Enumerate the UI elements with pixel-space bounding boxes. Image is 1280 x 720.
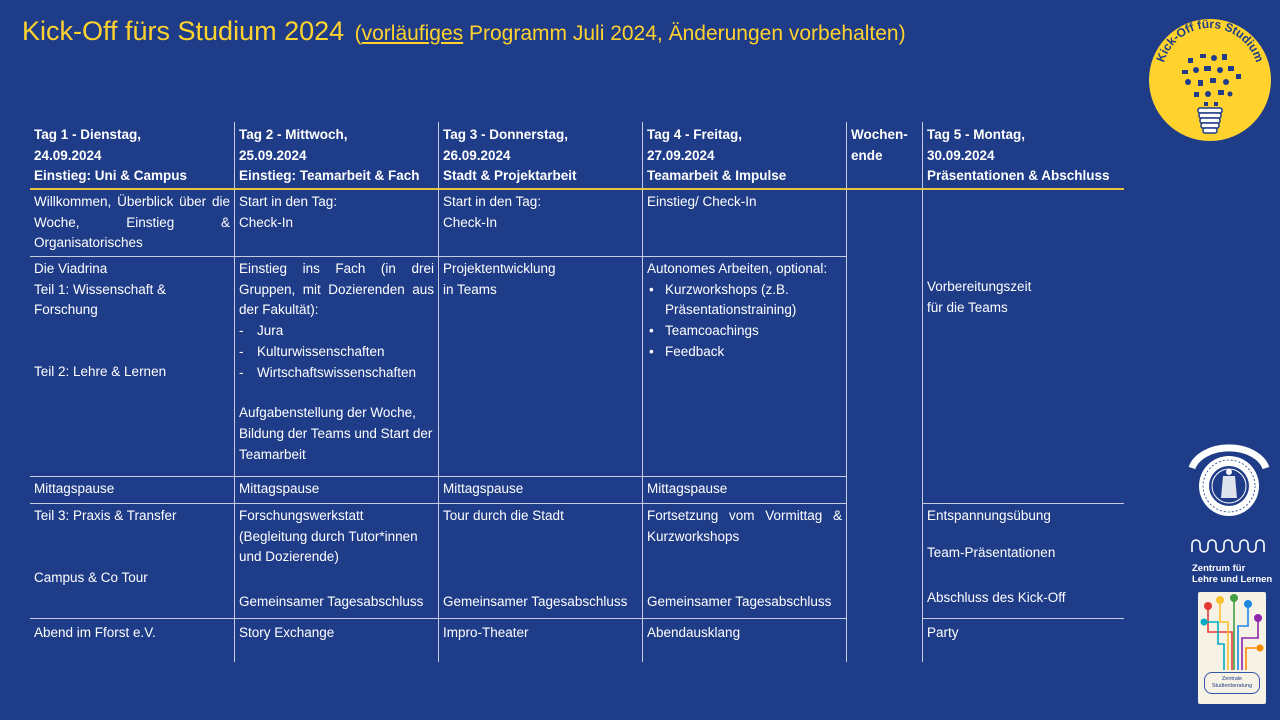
day3-city-tour: Tour durch die Stadt	[443, 508, 564, 523]
spacer	[927, 527, 1120, 543]
day2-evening-text: Story Exchange	[239, 625, 335, 640]
day5-closing: Abschluss des Kick-Off	[927, 590, 1066, 606]
schedule-table	[30, 122, 1124, 662]
zll-logo-line2: Lehre und Lernen	[1192, 574, 1273, 585]
header-day1-date: 24.09.2024	[34, 147, 102, 163]
header-day2	[234, 122, 438, 190]
day1-welcome	[30, 190, 234, 257]
header-day4-theme: Teamarbeit & Impulse	[647, 168, 787, 184]
day5-presentations: Team-Präsentationen	[927, 544, 1056, 560]
day3-project-line1: Projektentwicklung	[443, 261, 556, 276]
day4-start	[642, 190, 846, 257]
list-item: • Kurzworkshops (z.B. Präsentationstraining)	[647, 280, 842, 321]
day1-afternoon	[30, 504, 234, 619]
header-day2-theme: Einstieg: Teamarbeit & Fach	[239, 168, 420, 184]
day5-preparation	[922, 190, 1124, 504]
day1-evening	[30, 619, 234, 662]
day3-lunch-text: Mittagspause	[443, 481, 524, 496]
header-weekend-line1: Wochen-	[851, 127, 908, 142]
day4-lunch-text: Mittagspause	[647, 481, 728, 496]
header-day4-date: 27.09.2024	[647, 147, 715, 163]
studienberatung-line2: Studienberatung	[1211, 683, 1253, 689]
day3-lunch	[438, 477, 642, 504]
day1-welcome-text: Willkommen, Überblick über die Woche, Einstieg & Organisatorisches	[34, 194, 230, 251]
header-day3-title: Tag 3 - Donnerstag,	[443, 127, 569, 142]
studienberatung-label	[1204, 672, 1260, 694]
list-item: • Feedback	[647, 342, 842, 363]
day2-research-workshop: Forschungswerkstatt (Begleitung durch Tutor*innen und Dozierende)	[239, 508, 418, 565]
day1-lunch	[30, 477, 234, 504]
title-underlined: vorläufiges	[361, 22, 464, 45]
day2-subject-list	[239, 321, 434, 383]
day1-evening-text: Abend im Fforst e.V.	[34, 625, 156, 640]
day3-start-line2: Check-In	[443, 214, 498, 230]
header-day1-theme: Einstieg: Uni & Campus	[34, 168, 188, 184]
day5-preparation-line2: für die Teams	[927, 299, 1008, 315]
day5-afternoon	[922, 504, 1124, 619]
title-main: Kick-Off fürs Studium 2024	[22, 16, 345, 46]
header-weekend-line2: ende	[851, 147, 883, 163]
day2-afternoon	[234, 504, 438, 619]
zll-logo-text	[1190, 563, 1274, 585]
day3-start	[438, 190, 642, 257]
spacer	[34, 527, 230, 568]
header-day4	[642, 122, 846, 190]
day1-viadrina	[30, 257, 234, 477]
day4-evening-text: Abendausklang	[647, 625, 741, 640]
list-item: • Teamcoachings	[647, 321, 842, 342]
header-day5-theme: Präsentationen & Abschluss	[927, 168, 1110, 184]
header-day3-date: 26.09.2024	[443, 147, 511, 163]
studienberatung-line1: Zentrale	[1221, 676, 1243, 682]
day2-subject-intro	[234, 257, 438, 477]
day4-options-list	[647, 280, 842, 363]
day5-evening-text: Party	[927, 625, 959, 640]
header-day3	[438, 122, 642, 190]
header-day2-title: Tag 2 - Mittwoch,	[239, 127, 348, 142]
day3-project-line2: in Teams	[443, 281, 497, 297]
day2-team-building: Aufgabenstellung der Woche, Bildung der Teams und Start der Teamarbeit	[239, 405, 433, 462]
header-day1	[30, 122, 234, 190]
day4-evening	[642, 619, 846, 662]
day1-campus-tour: Campus & Co Tour	[34, 569, 148, 585]
day3-start-line1: Start in den Tag:	[443, 194, 542, 209]
zll-logo-line1: Zentrum für	[1192, 563, 1246, 574]
day4-autonomous	[642, 257, 846, 477]
weekend-column	[846, 190, 922, 662]
header-day5	[922, 122, 1124, 190]
day4-autonomous-intro: Autonomes Arbeiten, optional:	[647, 261, 828, 276]
day1-lunch-text: Mittagspause	[34, 481, 115, 496]
page-title	[22, 16, 906, 47]
title-subtitle	[355, 22, 906, 45]
day1-part3: Teil 3: Praxis & Transfer	[34, 508, 177, 523]
day1-part2: Teil 2: Lehre & Lernen	[34, 364, 167, 380]
day2-lunch	[234, 477, 438, 504]
studienberatung-logo	[1198, 592, 1266, 704]
header-day2-date: 25.09.2024	[239, 147, 307, 163]
day3-afternoon	[438, 504, 642, 619]
day2-evening	[234, 619, 438, 662]
header-day5-title: Tag 5 - Montag,	[927, 127, 1025, 142]
day5-relaxation: Entspannungsübung	[927, 508, 1051, 523]
header-day3-theme: Stadt & Projektarbeit	[443, 168, 577, 184]
day1-part1: Teil 1: Wissenschaft & Forschung	[34, 281, 167, 318]
day5-evening	[922, 619, 1124, 662]
zll-logo	[1190, 536, 1274, 585]
header-day1-title: Tag 1 - Dienstag,	[34, 127, 142, 142]
header-weekend	[846, 122, 922, 190]
kickoff-logo	[1148, 18, 1272, 142]
day4-continuation: Fortsetzung vom Vormittag & Kurzworkshops	[647, 508, 842, 544]
day4-afternoon	[642, 504, 846, 619]
day2-subject-intro-text: Einstieg ins Fach (in drei Gruppen, mit Dozierenden aus der Fakultät):	[239, 261, 434, 318]
header-day5-date: 30.09.2024	[927, 147, 995, 163]
day3-closing: Gemeinsamer Tagesabschluss	[443, 594, 628, 610]
header-day4-title: Tag 4 - Freitag,	[647, 127, 743, 142]
day4-closing: Gemeinsamer Tagesabschluss	[647, 594, 832, 610]
day3-evening	[438, 619, 642, 662]
day2-start-line2: Check-In	[239, 214, 294, 230]
title-rest: Programm Juli 2024, Änderungen vorbehalten)	[463, 22, 906, 45]
day2-start-line1: Start in den Tag:	[239, 194, 338, 209]
day4-lunch	[642, 477, 846, 504]
day2-start	[234, 190, 438, 257]
spacer	[34, 321, 230, 362]
viadrina-seal-logo	[1186, 436, 1272, 522]
kickoff-logo-text: Kick-Off fürs Studium	[1153, 18, 1267, 64]
list-item: - Jura	[239, 321, 434, 342]
day2-closing: Gemeinsamer Tagesabschluss	[239, 594, 424, 610]
title-paren: (	[354, 22, 362, 45]
spacer	[239, 383, 434, 403]
spacer	[927, 563, 1120, 588]
day2-lunch-text: Mittagspause	[239, 481, 320, 496]
day4-start-text: Einstieg/ Check-In	[647, 194, 757, 209]
list-item: - Wirtschaftswissenschaften	[239, 363, 434, 384]
day5-preparation-line1: Vorbereitungszeit	[927, 279, 1032, 294]
list-item: - Kulturwissenschaften	[239, 342, 434, 363]
day3-project	[438, 257, 642, 477]
day3-evening-text: Impro-Theater	[443, 625, 529, 640]
day1-viadrina-title: Die Viadrina	[34, 261, 108, 276]
